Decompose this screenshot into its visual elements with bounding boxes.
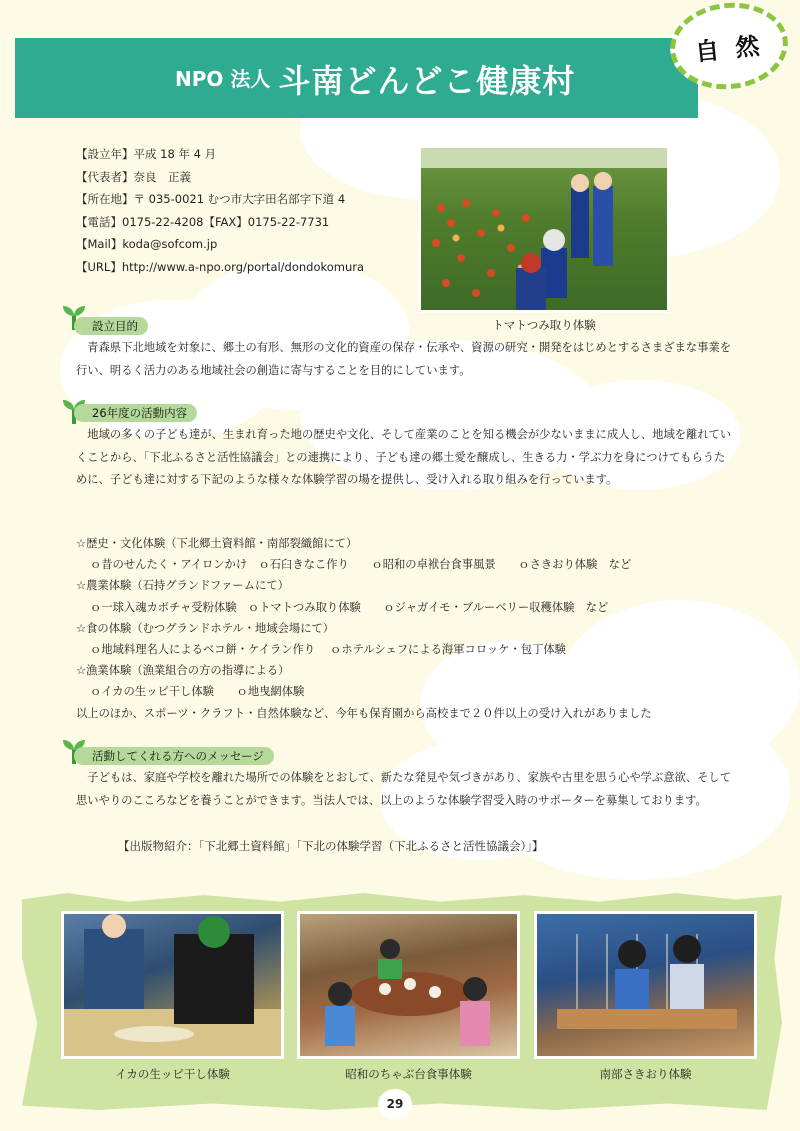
tomato-photo-illustration: [421, 148, 670, 313]
activities-list: [76, 533, 756, 724]
info-phone-fax: 【電話】0175-22-4208【FAX】0175-22-7731: [76, 214, 330, 229]
message-paragraph: 子どもは、家庭や学校を離れた場所での体験をとおして、新たな発見や気づきがあり、家族や古里を思う心や学ぶ意欲、そして思いやりのこころなどを養うことができます。当法人では、以上のような体験学習受入時のサポーターを募集しております。: [76, 771, 731, 807]
activities-text: [76, 424, 736, 492]
info-address: 【所在地】〒 035-0021 むつ市大字田名部字下道 4: [76, 192, 346, 206]
gallery-caption: イカの生ッピ干し体験: [115, 1067, 230, 1081]
info-mail[interactable]: 【Mail】koda@sofcom.jp: [76, 237, 218, 251]
squid-drying-photo: [61, 911, 284, 1059]
info-founded: 【設立年】平成 18 年 4 月: [76, 147, 217, 161]
publication-note: 【出版物紹介：｢下北郷土資料館｣「下北の体験学習（下北ふるさと活性協議会）」】: [118, 839, 544, 853]
list-item: ☆歴史・文化体験（下北郷土資料館・南部裂織館にて）: [76, 537, 358, 550]
activities-paragraph: 地域の多くの子ども達が、生まれ育った地の歴史や文化、そして産業のことを知る機会が少ないままに成人し、地域を離れていくことから、「下北ふるさと活性協議会」との連携により、子ども達の郷土愛を醸成し、生きる力・学ぶ力を身につけてもらうために、子ども達に対する下記のような様々な体験学習の場を提供し、受け入れる取り組みを行っています。: [76, 428, 732, 486]
list-item: ｏ地域料理名人によるベコ餅・ケイラン作り ｏホテルシェフによる海軍コロッケ・包丁体験: [90, 643, 566, 657]
info-representative: 【代表者】奈良 正義: [76, 169, 191, 184]
list-item: ☆農業体験（石持グランドファームにて）: [76, 579, 289, 593]
page-number: 29: [378, 1089, 412, 1119]
sakiori-weaving-photo: [534, 911, 757, 1059]
info-block: [76, 143, 364, 278]
section-label-activities: 26年度の活動内容: [74, 404, 197, 422]
org-type: NPO 法人: [175, 67, 271, 91]
tomato-picking-photo: [418, 145, 670, 313]
list-item: ｏ昔のせんたく・アイロンかけ ｏ石臼きなこ作り ｏ昭和の卓袱台食事風景 ｏさきおり体験 など: [90, 558, 632, 572]
purpose-text: [76, 337, 736, 382]
section-label-message: 活動してくれる方へのメッセージ: [74, 747, 274, 765]
purpose-paragraph: 青森県下北地域を対象に、郷土の有形、無形の文化的資産の保存・伝承や、資源の研究・開発をはじめとするさまざまな事業を行い、明るく活力のある地域社会の創造に寄与することを目的にしています。: [76, 341, 731, 377]
org-name: 斗南どんどこ健康村: [278, 62, 576, 100]
category-badge-label: 自 然: [693, 30, 765, 66]
gallery-caption: 南部さきおり体験: [599, 1067, 692, 1081]
showa-table-photo: [297, 911, 520, 1059]
list-item: ｏイカの生ッピ干し体験 ｏ地曳網体験: [90, 685, 305, 699]
page-title: [175, 56, 575, 102]
message-text: [76, 767, 736, 812]
gallery-caption: 昭和のちゃぶ台食事体験: [345, 1067, 472, 1081]
list-item: ☆漁業体験（漁業組合の方の指導による）: [76, 664, 290, 678]
info-url[interactable]: 【URL】http://www.a-npo.org/portal/dondokomura: [76, 259, 365, 274]
list-item: ｏ一球入魂カボチャ受粉体験 ｏトマトつみ取り体験 ｏジャガイモ・ブルーベリー収穫体験 など: [90, 600, 609, 614]
section-label-purpose: 設立目的: [74, 317, 148, 335]
main-photo-caption: トマトつみ取り体験: [492, 318, 596, 332]
list-item: ☆食の体験（むつグランドホテル・地域会場にて）: [76, 621, 335, 635]
list-item: 以上のほか、スポーツ・クラフト・自然体験など、今年も保育園から高校まで２０件以上の受け入れがありました: [76, 706, 652, 720]
